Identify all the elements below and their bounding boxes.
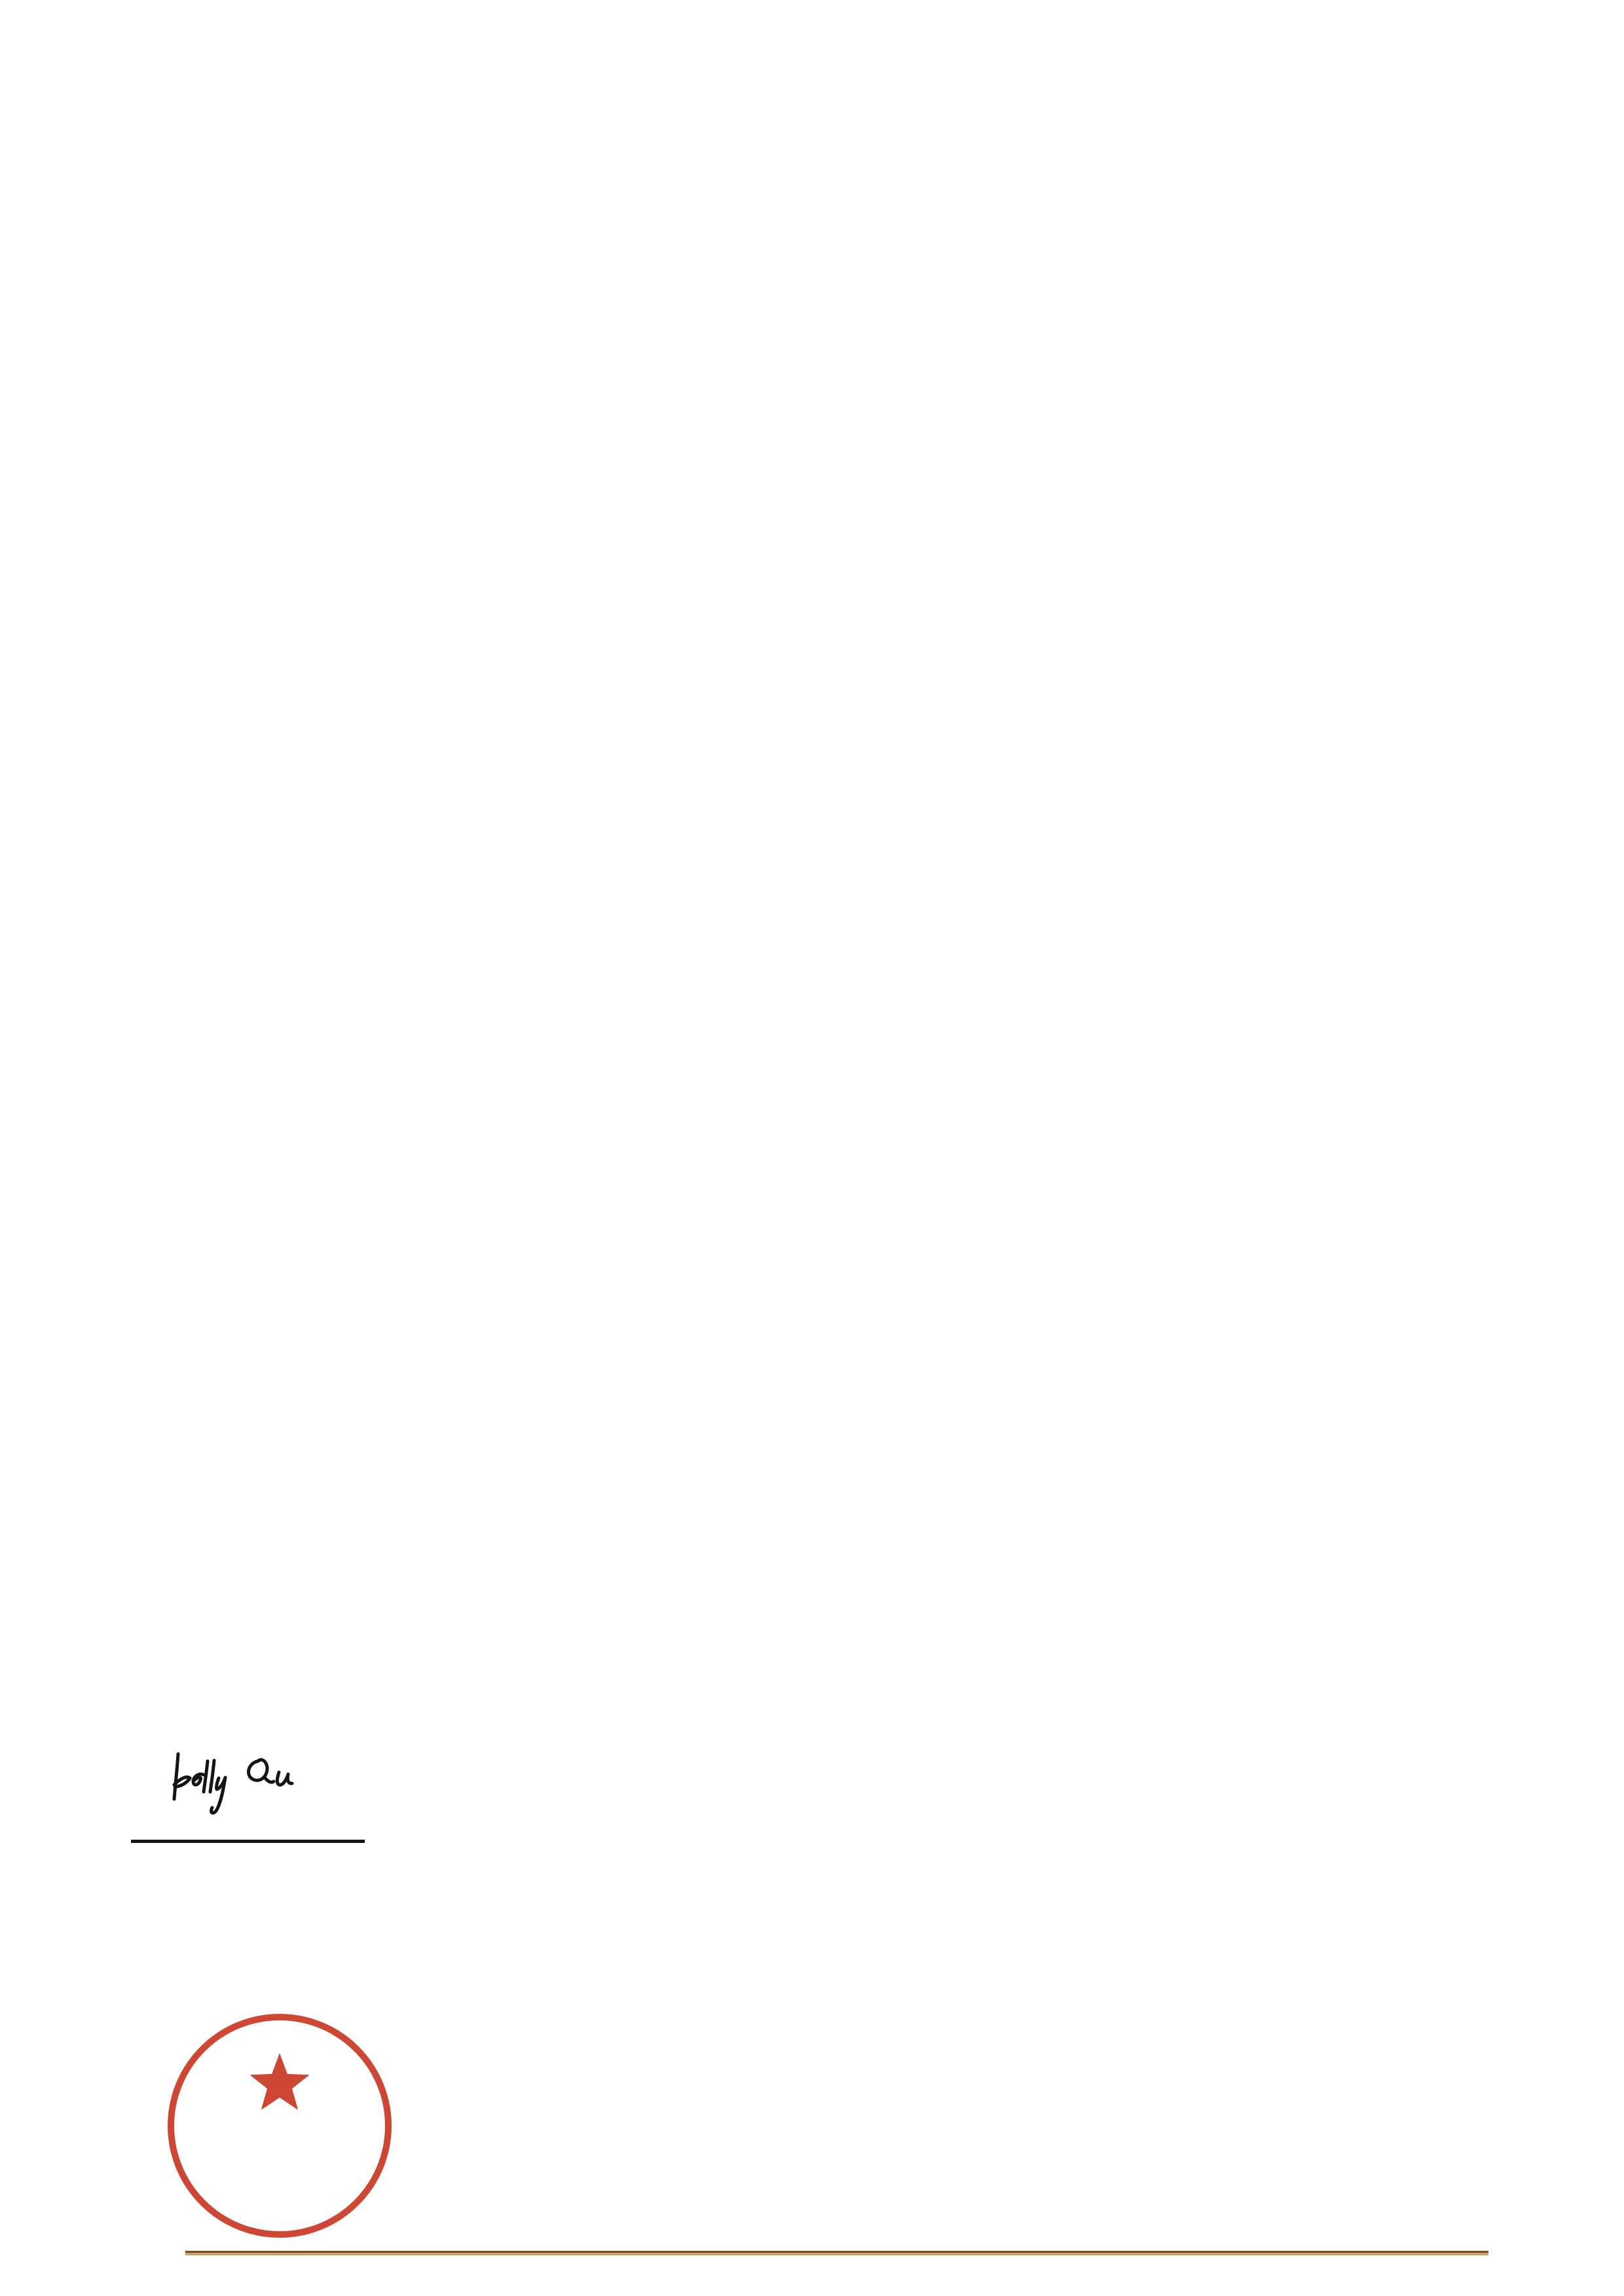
company-stamp: [165, 2011, 394, 2240]
address-english: [432, 2205, 502, 2225]
address-chinese: [432, 2226, 515, 2248]
stamp-outer-ring: [171, 2017, 388, 2234]
logo-vertical-line: [353, 76, 356, 240]
stamp-star-icon: [249, 2053, 309, 2110]
footer-rule-line: [185, 2251, 1488, 2255]
address-divider-line: [422, 2204, 424, 2256]
signature-line: [131, 1840, 365, 1843]
qr-code: [1244, 1658, 1434, 1848]
handwritten-signature: [162, 1736, 313, 1844]
logo-horizontal-line: [131, 213, 388, 216]
